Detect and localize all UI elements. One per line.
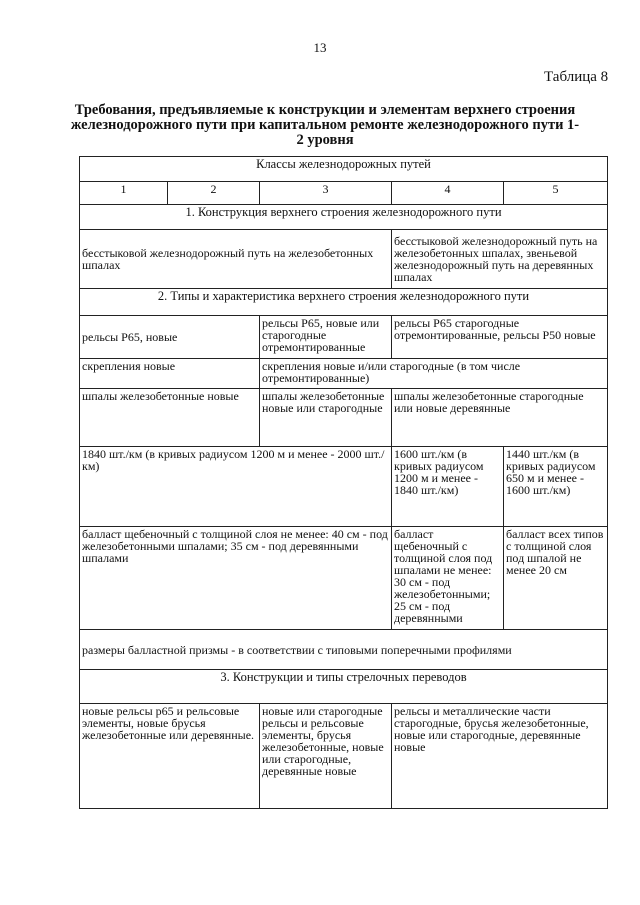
header-track-classes: Классы железнодорожных путей: [80, 157, 608, 182]
ballast-classes-1-3: балласт щебеночный с толщиной слоя не менее: 40 см - под железобетонными шпалами; 35 см - под деревянными шпалами: [80, 527, 392, 630]
fastenings-classes-3-5: скрепления новые и/или старогодные (в том числе отремонтированные): [260, 359, 608, 389]
col-number-1: 1: [80, 182, 168, 205]
density-class-4: 1600 шт./км (в кривых радиусом 1200 м и менее - 1840 шт./км): [392, 447, 504, 527]
fastenings-classes-1-2: скрепления новые: [80, 359, 260, 389]
density-classes-1-3: 1840 шт./км (в кривых радиусом 1200 м и менее - 2000 шт./км): [80, 447, 392, 527]
section-2-heading: 2. Типы и характеристика верхнего строения железнодорожного пути: [80, 289, 608, 316]
sleepers-classes-1-2: шпалы железобетонные новые: [80, 389, 260, 447]
sleeper-density-row: [80, 447, 608, 527]
sleepers-class-3: шпалы железобетонные новые или старогодные: [260, 389, 392, 447]
switches-class-3: новые или старогодные рельсы и рельсовые элементы, брусья железобетонные, новые или старогодные, деревянные новые: [260, 704, 392, 809]
section-1-heading: 1. Конструкция верхнего строения железнодорожного пути: [80, 205, 608, 230]
ballast-class-4: балласт щебеночный с толщиной слоя под шпалами не менее: 30 см - под железобетонными; 25 см - под деревянными: [392, 527, 504, 630]
col-number-5: 5: [504, 182, 608, 205]
page-number: 13: [313, 40, 327, 55]
switches-row: [80, 704, 608, 809]
ballast-class-5: балласт всех типов с толщиной слоя под шпалой не менее 20 см: [504, 527, 608, 630]
section-3-heading: 3. Конструкции и типы стрелочных переводов: [80, 670, 608, 704]
col-number-4: 4: [392, 182, 504, 205]
col-number-3: 3: [260, 182, 392, 205]
sleepers-classes-4-5: шпалы железобетонные старогодные или новые деревянные: [392, 389, 608, 447]
construction-row: [80, 230, 608, 289]
rails-row: [80, 316, 608, 359]
construction-classes-4-5: бесстыковой железнодорожный путь на железобетонных шпалах, звеньевой железнодорожный путь на деревянных шпалах: [392, 230, 608, 289]
density-class-5: 1440 шт./км (в кривых радиусом 650 м и менее - 1600 шт./км): [504, 447, 608, 527]
sleepers-row: [80, 389, 608, 447]
requirements-table: [79, 156, 608, 809]
switches-classes-4-5: рельсы и металлические части старогодные, брусья железобетонные, новые или старогодные, деревянные новые: [392, 704, 608, 809]
table-label: Таблица 8: [544, 69, 609, 85]
document-title: Требования, предъявляемые к конструкции и элементам верхнего строения железнодорожного пути при капитальном ремонте железнодорожного пути 1-2 уровня: [70, 102, 580, 148]
rails-classes-1-2: рельсы Р65, новые: [80, 316, 260, 359]
ballast-prism-text: размеры балластной призмы - в соответствии с типовыми поперечными профилями: [80, 630, 608, 670]
rails-classes-4-5: рельсы Р65 старогодные отремонтированные, рельсы Р50 новые: [392, 316, 608, 359]
column-numbers-row: [80, 182, 608, 205]
rails-class-3: рельсы Р65, новые или старогодные отремонтированные: [260, 316, 392, 359]
switches-classes-1-2: новые рельсы р65 и рельсовые элементы, новые брусья железобетонные или деревянные.: [80, 704, 260, 809]
fastenings-row: [80, 359, 608, 389]
col-number-2: 2: [168, 182, 260, 205]
ballast-prism-row: [80, 630, 608, 670]
ballast-row: [80, 527, 608, 630]
construction-classes-1-3: бесстыковой железнодорожный путь на железобетонных шпалах: [80, 230, 392, 289]
